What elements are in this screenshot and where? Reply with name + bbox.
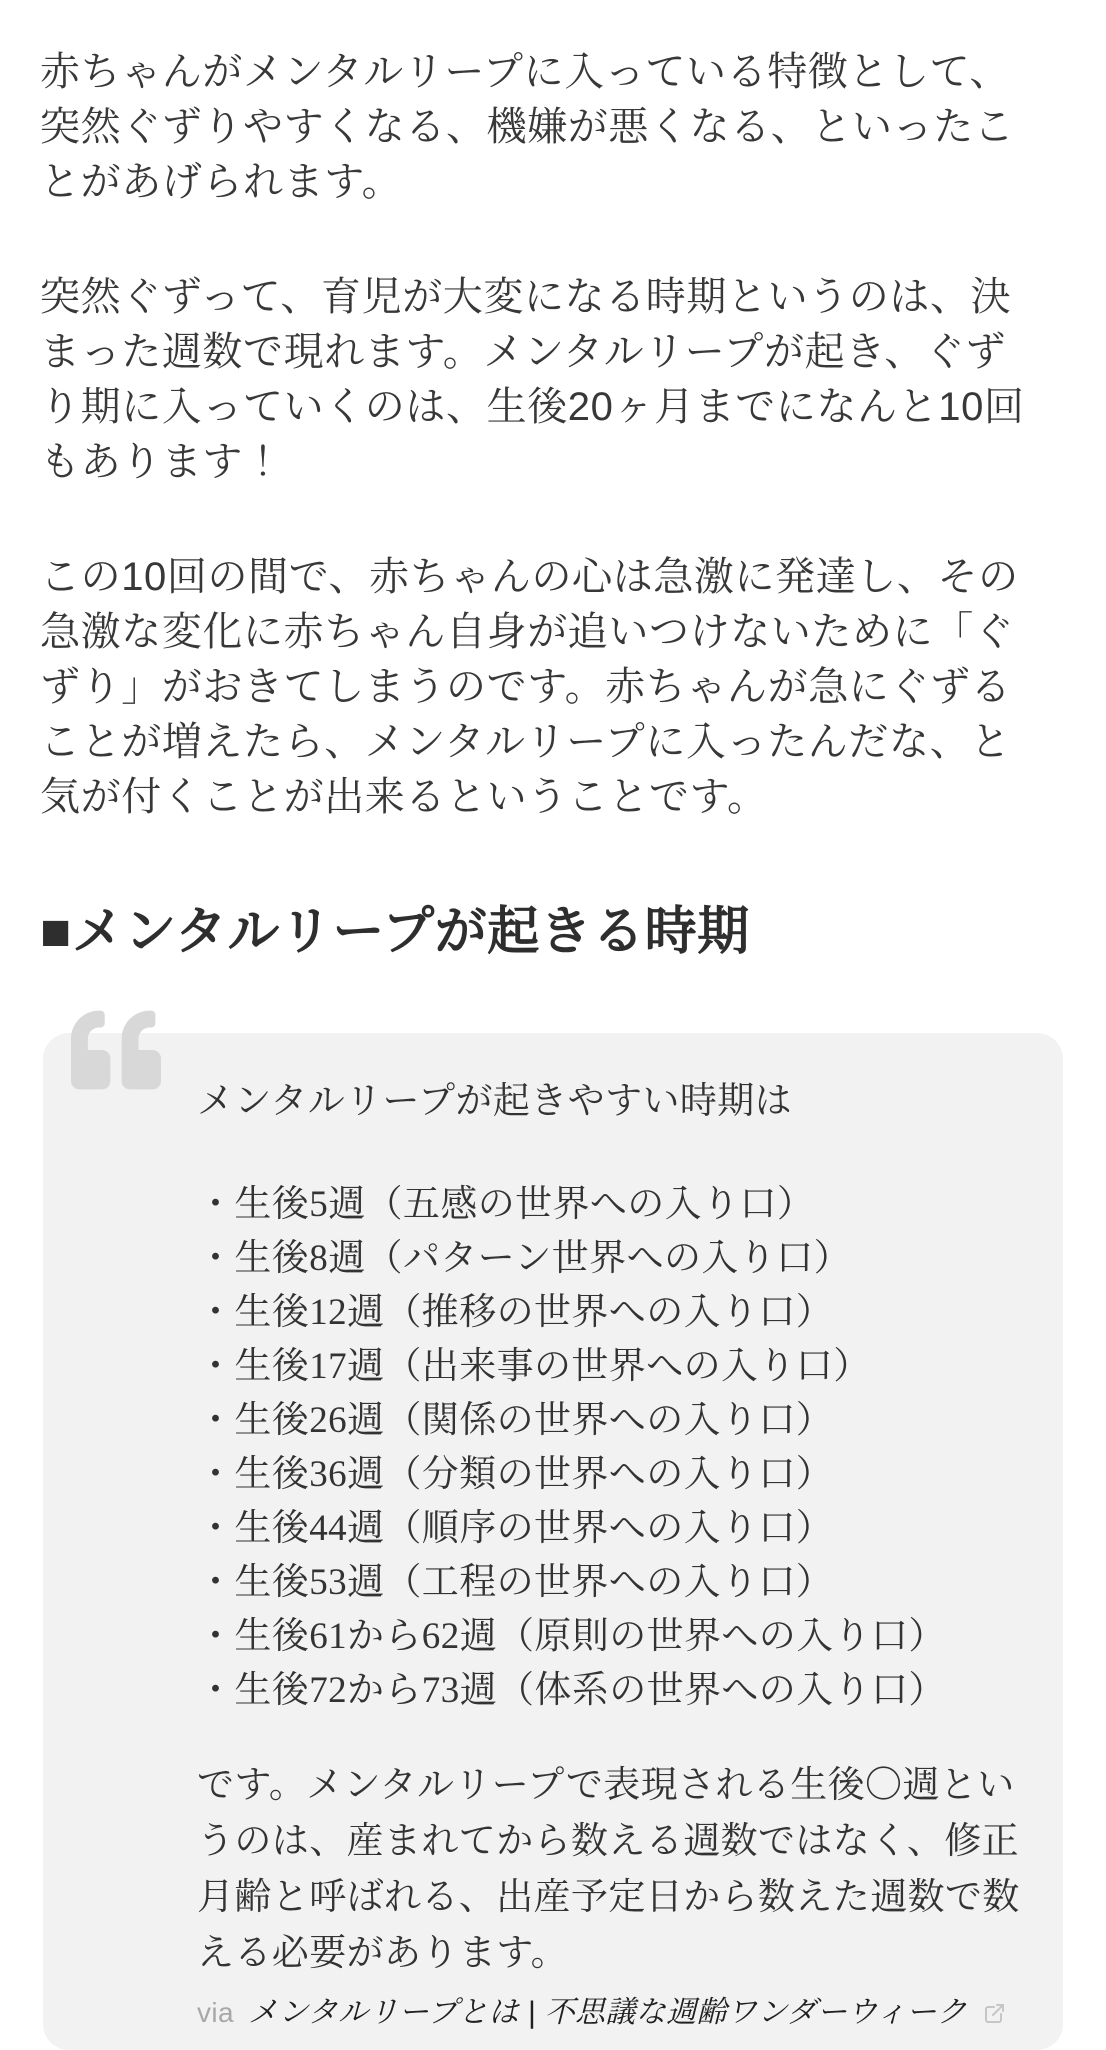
- bullet: ・: [197, 1400, 235, 1441]
- leap-week-item: ・生後53週（工程の世界への入り口）: [197, 1562, 834, 1603]
- bullet: ・: [197, 1184, 235, 1225]
- bullet: ・: [197, 1670, 235, 1711]
- quote-block: [43, 1033, 1063, 2050]
- bullet: ・: [197, 1616, 235, 1657]
- body-paragraph: 突然ぐずって、育児が大変になる時期というのは、決まった週数で現れます。メンタルリープが起き、ぐずり期に入っていくのは、生後20ヶ月までになんと10回もあります！: [40, 275, 1025, 484]
- quote-closing: です。メンタルリープで表現される生後〇週というのは、産まれてから数える週数ではなく、修正月齢と呼ばれる、出産予定日から数えた週数で数える必要があります。: [197, 1765, 1020, 1974]
- leap-week-item: ・生後72から73週（体系の世界への入り口）: [197, 1670, 946, 1711]
- leap-week-list: [197, 1178, 1023, 1718]
- body-paragraph: 赤ちゃんがメンタルリープに入っている特徴として、突然ぐずりやすくなる、機嫌が悪くなる、といったことがあげられます。: [40, 50, 1015, 204]
- via-row: [197, 1996, 1023, 2030]
- section-heading: ■メンタルリープが起きる時期: [40, 903, 750, 961]
- leap-week-item: ・生後36週（分類の世界への入り口）: [197, 1454, 834, 1495]
- external-link-icon: [983, 2001, 1007, 2025]
- leap-week-item: ・生後5週（五感の世界への入り口）: [197, 1184, 815, 1225]
- bullet: ・: [197, 1346, 235, 1387]
- bullet: ・: [197, 1508, 235, 1549]
- quote-left-icon: [71, 1005, 161, 1095]
- bullet: ・: [197, 1562, 235, 1603]
- leap-week-item: ・生後12週（推移の世界への入り口）: [197, 1292, 834, 1333]
- leap-week-item: ・生後61から62週（原則の世界への入り口）: [197, 1616, 946, 1657]
- source-link[interactable]: メンタルリープとは | 不思議な週齢ワンダーウィーク: [248, 1996, 968, 2029]
- quote-intro: メンタルリープが起きやすい時期は: [197, 1081, 793, 1122]
- leap-week-item: ・生後26週（関係の世界への入り口）: [197, 1400, 834, 1441]
- body-paragraph: この10回の間で、赤ちゃんの心は急激に発達し、その急激な変化に赤ちゃん自身が追いつけないために「ぐずり」がおきてしまうのです。赤ちゃんが急にぐずることが増えたら、メンタルリープに入ったんだな、と気が付くことが出来るということです。: [40, 555, 1019, 819]
- bullet: ・: [197, 1454, 235, 1495]
- leap-week-item: ・生後17週（出来事の世界への入り口）: [197, 1346, 871, 1387]
- leap-week-item: ・生後44週（順序の世界への入り口）: [197, 1508, 834, 1549]
- bullet: ・: [197, 1238, 235, 1279]
- leap-week-item: ・生後8週（パターン世界への入り口）: [197, 1238, 851, 1279]
- bullet: ・: [197, 1292, 235, 1333]
- via-label: via: [197, 1997, 234, 2028]
